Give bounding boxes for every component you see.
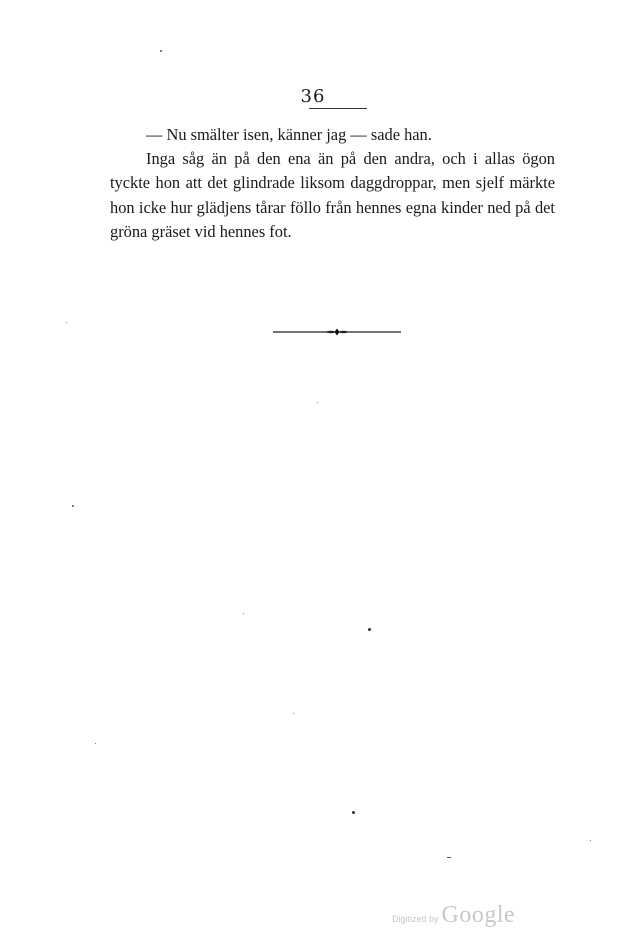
paragraph-2: Inga såg än på den ena än på den andra, och i allas ögon tyckte hon att det glindrade liksom daggdroppar, men sjelf märkte hon icke hur glädjens tårar föllo från hennes egna kinder ned på det gröna gräset vid hennes fot. — [110, 149, 555, 241]
print-speck — [160, 50, 162, 52]
body-text — [110, 123, 555, 244]
watermark-prefix: Digitized by — [392, 914, 439, 924]
print-speck — [95, 743, 96, 744]
print-speck — [243, 613, 244, 614]
watermark-brand: Google — [441, 902, 516, 928]
page-number: 36 — [300, 86, 326, 107]
end-ornament-icon — [273, 326, 401, 338]
print-speck — [72, 505, 74, 507]
print-speck — [447, 857, 451, 858]
digitized-by-google-watermark — [392, 902, 515, 932]
print-speck — [66, 322, 67, 323]
print-speck — [590, 840, 591, 841]
print-speck — [368, 628, 371, 631]
print-speck — [317, 402, 318, 403]
print-speck — [293, 713, 294, 714]
print-speck — [352, 811, 355, 814]
page-number-rule — [309, 108, 367, 109]
paragraph-1: — Nu smälter isen, känner jag — sade han. — [146, 125, 432, 144]
